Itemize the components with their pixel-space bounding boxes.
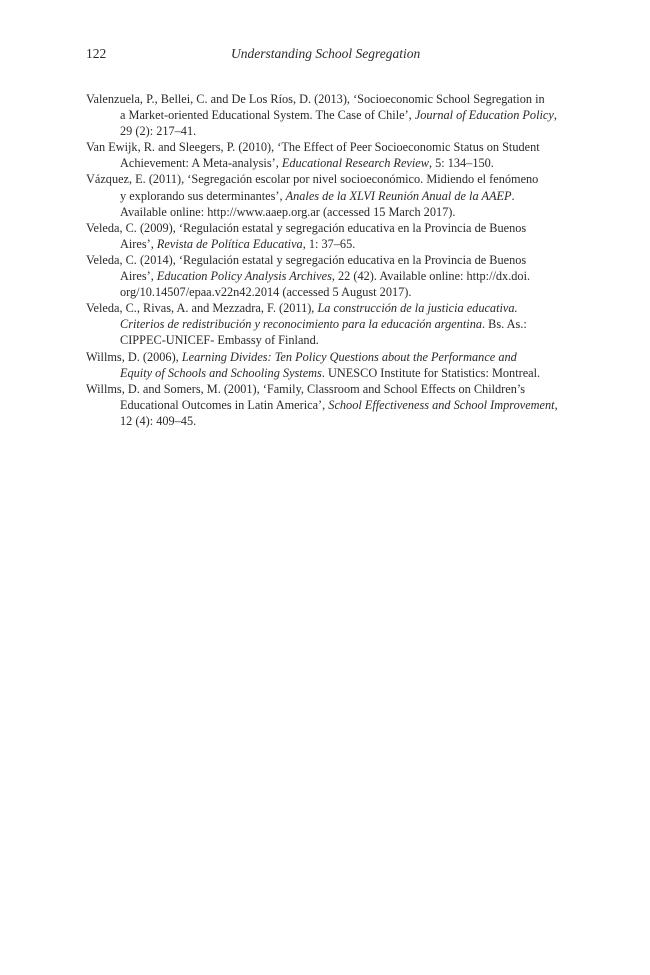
reference-text: . <box>511 188 515 203</box>
reference-line <box>103 204 562 220</box>
running-title: Understanding School Segregation <box>231 46 421 61</box>
reference-text: Educational Outcomes in Latin America’, <box>120 397 329 412</box>
reference-entry <box>86 171 562 219</box>
reference-text: , <box>554 397 558 412</box>
reference-line <box>103 155 562 171</box>
reference-italic-text: School Effectiveness and School Improvement <box>328 397 555 412</box>
reference-text: Aires’, <box>120 236 157 251</box>
reference-line <box>103 284 562 300</box>
reference-text: CIPPEC-UNICEF- Embassy of Finland. <box>120 333 319 348</box>
reference-text: Willms, D. and Somers, M. (2001), ‘Family, Classroom and School Effects on Children’s <box>86 381 526 396</box>
reference-italic-text: Revista de Política Educativa <box>156 236 303 251</box>
reference-text: . Bs. As.: <box>482 317 527 332</box>
reference-text: 12 (4): 409–45. <box>120 413 197 428</box>
reference-list <box>86 91 562 429</box>
reference-text: y explorando sus determinantes’, <box>120 188 286 203</box>
reference-line <box>103 332 562 348</box>
reference-line <box>103 107 562 123</box>
reference-italic-text: Criterios de redistribución y reconocimiento para la educación argentina <box>120 317 483 332</box>
reference-text: . UNESCO Institute for Statistics: Montreal. <box>321 365 541 380</box>
reference-text: Aires’, <box>120 269 157 284</box>
reference-text: Van Ewijk, R. and Sleegers, P. (2010), ‘The Effect of Peer Socioeconomic Status on Student <box>86 140 540 155</box>
reference-line <box>103 365 562 381</box>
reference-line <box>103 268 562 284</box>
reference-line <box>86 139 562 155</box>
reference-text: Willms, D. (2006), <box>86 349 182 364</box>
reference-line <box>86 252 562 268</box>
reference-entry <box>86 91 562 139</box>
reference-text: Veleda, C. (2009), ‘Regulación estatal y segregación educativa en la Provincia de Buenos <box>86 220 527 235</box>
reference-text: Available online: http://www.aaep.org.ar (accessed 15 March 2017). <box>120 204 456 219</box>
reference-text: , 5: 134–150. <box>428 156 494 171</box>
reference-entry <box>86 300 562 348</box>
reference-line <box>103 316 562 332</box>
reference-entry <box>86 220 562 252</box>
reference-italic-text: Education Policy Analysis Archives <box>156 269 332 284</box>
page-header <box>86 45 566 65</box>
reference-text: , <box>553 108 557 123</box>
reference-italic-text: Journal of Education Policy <box>414 108 554 123</box>
reference-text: a Market-oriented Educational System. The Case of Chile’, <box>120 108 415 123</box>
reference-text: 29 (2): 217–41. <box>120 124 197 139</box>
reference-text: , 22 (42). Available online: http://dx.doi. <box>331 269 531 284</box>
reference-entry <box>86 349 562 381</box>
reference-text: Veleda, C. (2014), ‘Regulación estatal y segregación educativa en la Provincia de Buenos <box>86 252 527 267</box>
reference-text: Achievement: A Meta-analysis’, <box>120 156 282 171</box>
reference-line <box>86 91 562 107</box>
reference-text: org/10.14507/epaa.v22n42.2014 (accessed 5 August 2017). <box>120 285 412 300</box>
reference-line <box>103 397 562 413</box>
page-number: 122 <box>86 46 107 61</box>
reference-entry <box>86 139 562 171</box>
reference-line <box>86 381 562 397</box>
reference-text: Valenzuela, P., Bellei, C. and De Los Ríos, D. (2013), ‘Socioeconomic School Segregation in <box>86 92 545 106</box>
reference-line <box>86 171 562 187</box>
reference-entry <box>86 381 562 429</box>
reference-line <box>103 188 562 204</box>
reference-text: Veleda, C., Rivas, A. and Mezzadra, F. (2011), <box>86 301 318 316</box>
reference-italic-text: Anales de la XLVI Reunión Anual de la AAEP <box>285 188 512 203</box>
reference-entry <box>86 252 562 300</box>
reference-line <box>103 123 562 139</box>
reference-line <box>86 349 562 365</box>
reference-italic-text: La construcción de la justicia educativa. <box>317 301 518 316</box>
reference-text: , 1: 37–65. <box>302 236 356 251</box>
reference-italic-text: Educational Research Review <box>281 156 429 171</box>
reference-text: Vázquez, E. (2011), ‘Segregación escolar por nivel socioeconómico. Midiendo el fenómeno <box>86 172 539 187</box>
reference-line <box>103 236 562 252</box>
reference-line <box>86 220 562 236</box>
reference-line <box>103 413 562 429</box>
reference-italic-text: Learning Divides: Ten Policy Questions about the Performance and <box>181 349 517 364</box>
reference-line <box>86 300 562 316</box>
reference-italic-text: Equity of Schools and Schooling Systems <box>120 365 322 380</box>
